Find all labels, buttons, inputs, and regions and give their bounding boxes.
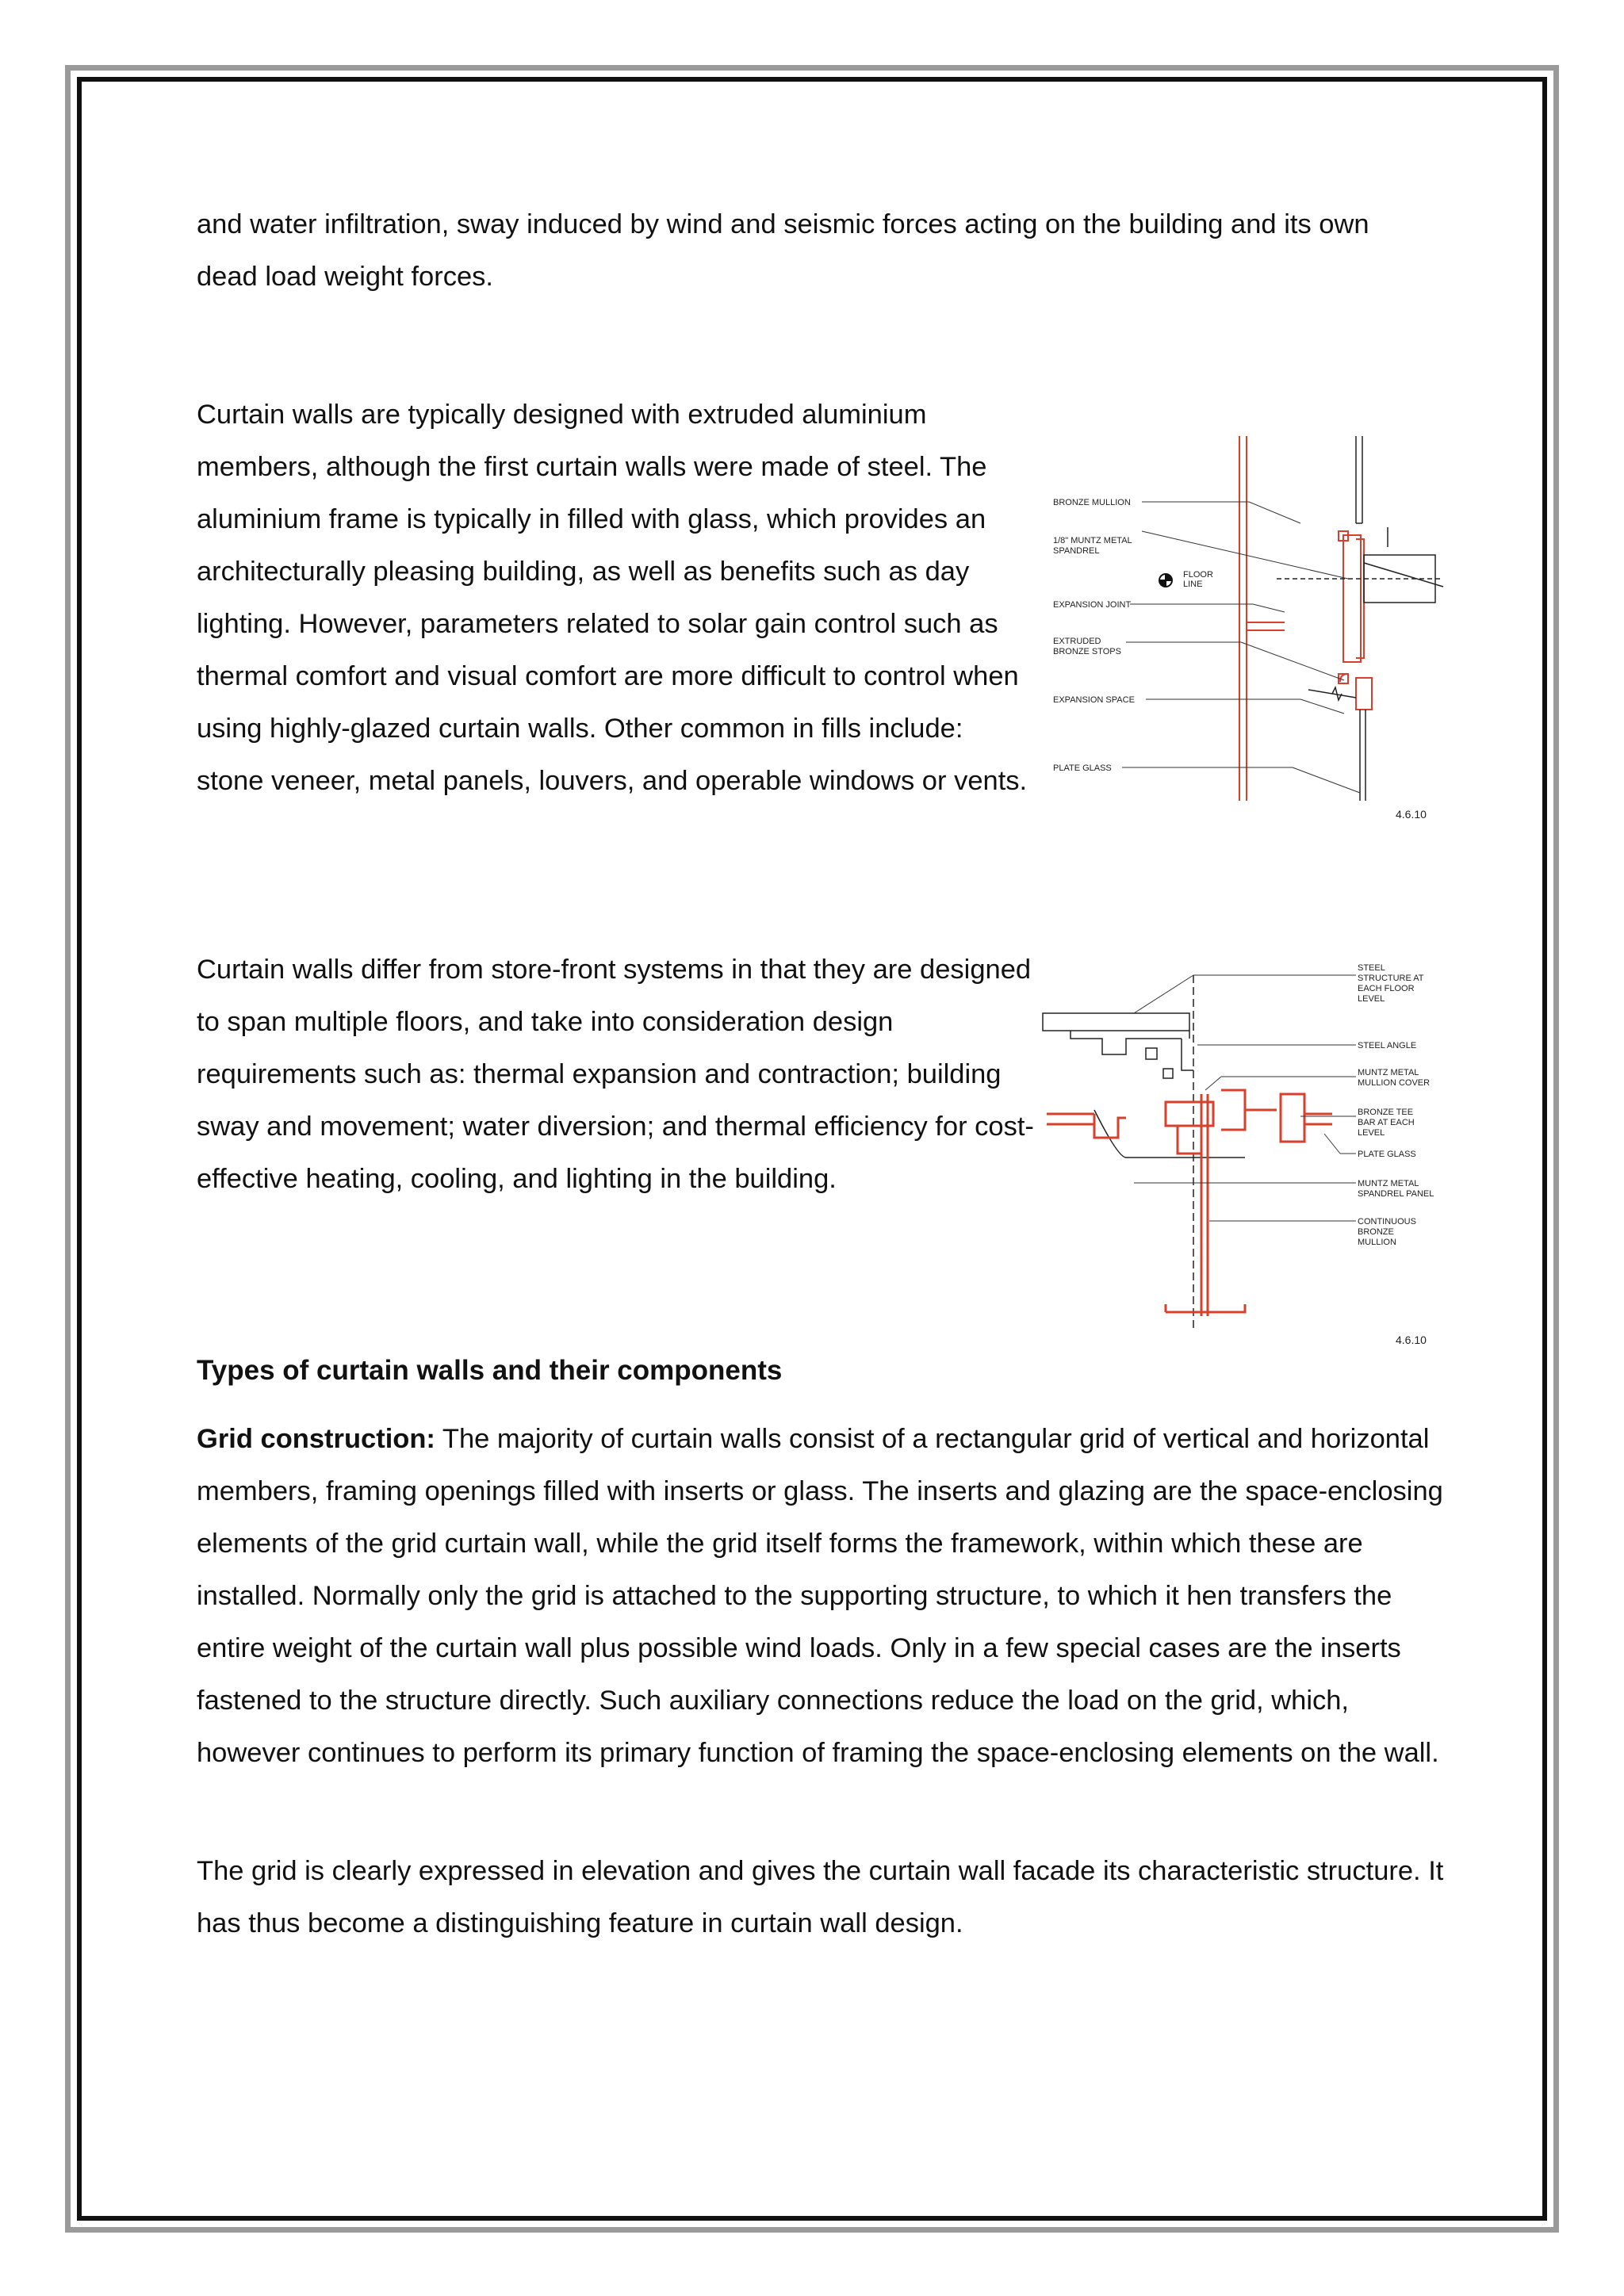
label-structure-at: STRUCTURE AT: [1358, 974, 1424, 983]
label-mullion: MULLION: [1358, 1238, 1396, 1247]
label-spandrel-panel: SPANDREL PANEL: [1358, 1189, 1434, 1199]
grid-construction-body: The majority of curtain walls consist of a rectangular grid of vertical and horizontal members, framing openings filled with inserts or glass. The inserts and glazing are the space-enclosing elements of the grid curtain wall, while the grid itself forms the framework, within which these are installed. Normally only the grid is attached to the supporting structure, to which it hen transfers the entire weight of the curtain wall plus possible wind loads. Only in a few special cases are the inserts fastened to the structure directly. Such auxiliary connections reduce the load on the grid, which, however continues to perform its primary function of framing the space-enclosing elements on the wall.: [197, 1424, 1443, 1768]
label-plate-glass: PLATE GLASS: [1053, 763, 1112, 773]
label-bronze: BRONZE: [1358, 1227, 1394, 1237]
paragraph-intro-continued: and water infiltration, sway induced by wind and seismic forces acting on the building and its own dead load weight forces.: [197, 209, 1369, 292]
label-level: LEVEL: [1358, 994, 1385, 1004]
label-muntz-metal-2: MUNTZ METAL: [1358, 1179, 1419, 1188]
label-spandrel: SPANDREL: [1053, 546, 1100, 556]
label-bar-at-each: BAR AT EACH: [1358, 1118, 1415, 1127]
label-extruded: EXTRUDED: [1053, 637, 1101, 646]
figure-caption-2: 4.6.10: [1396, 1334, 1427, 1346]
figure-vertical-section: [1039, 428, 1451, 825]
label-steel-angle: STEEL ANGLE: [1358, 1041, 1417, 1050]
figure-horizontal-section: [1039, 951, 1451, 1364]
floor-line-marker-icon: [1159, 574, 1172, 587]
paragraph-grid-expression: The grid is clearly expressed in elevation and gives the curtain wall facade its characteristic structure. It has thus become a distinguishing feature in curtain wall design.: [197, 1856, 1444, 1938]
label-expansion-space: EXPANSION SPACE: [1053, 695, 1135, 705]
label-continuous: CONTINUOUS: [1358, 1217, 1416, 1226]
label-steel: STEEL: [1358, 963, 1385, 973]
label-muntz-metal-1: MUNTZ METAL: [1358, 1068, 1419, 1077]
section-heading: Types of curtain walls and their components: [197, 1355, 783, 1386]
label-each-floor: EACH FLOOR: [1358, 984, 1415, 993]
label-floor: FLOOR: [1183, 570, 1213, 580]
label-bronze-mullion: BRONZE MULLION: [1053, 498, 1131, 507]
grid-construction-lead: Grid construction:: [197, 1424, 435, 1454]
label-muntz-metal: 1/8" MUNTZ METAL: [1053, 536, 1132, 545]
paragraph-storefront-differences: Curtain walls differ from store-front systems in that they are designed to span multiple floors, and take into consideration design requirements such as: thermal expansion and contraction; building sway and movement; water diversion; and thermal efficiency for cost-effective heating, cooling, and lighting in the building.: [197, 955, 1034, 1194]
label-bronze-tee: BRONZE TEE: [1358, 1108, 1414, 1117]
label-expansion-joint: EXPANSION JOINT: [1053, 600, 1132, 610]
paragraph-aluminium-members: Curtain walls are typically designed with extruded aluminium members, although the first curtain walls were made of steel. The aluminium frame is typically in filled with glass, which provides an architecturally pleasing building, as well as benefits such as day lighting. However, parameters related to solar gain control such as thermal comfort and visual comfort are more difficult to control when using highly-glazed curtain walls. Other common in fills include: stone veneer, metal panels, louvers, and operable windows or vents.: [197, 400, 1028, 796]
label-level-2: LEVEL: [1358, 1128, 1385, 1138]
figure-caption: 4.6.10: [1396, 808, 1427, 821]
label-plate-glass-2: PLATE GLASS: [1358, 1150, 1416, 1159]
label-mullion-cover: MULLION COVER: [1358, 1078, 1431, 1088]
label-bronze-stops: BRONZE STOPS: [1053, 647, 1121, 656]
paragraph-grid-construction: [197, 1413, 1450, 1779]
label-line: LINE: [1183, 580, 1203, 589]
